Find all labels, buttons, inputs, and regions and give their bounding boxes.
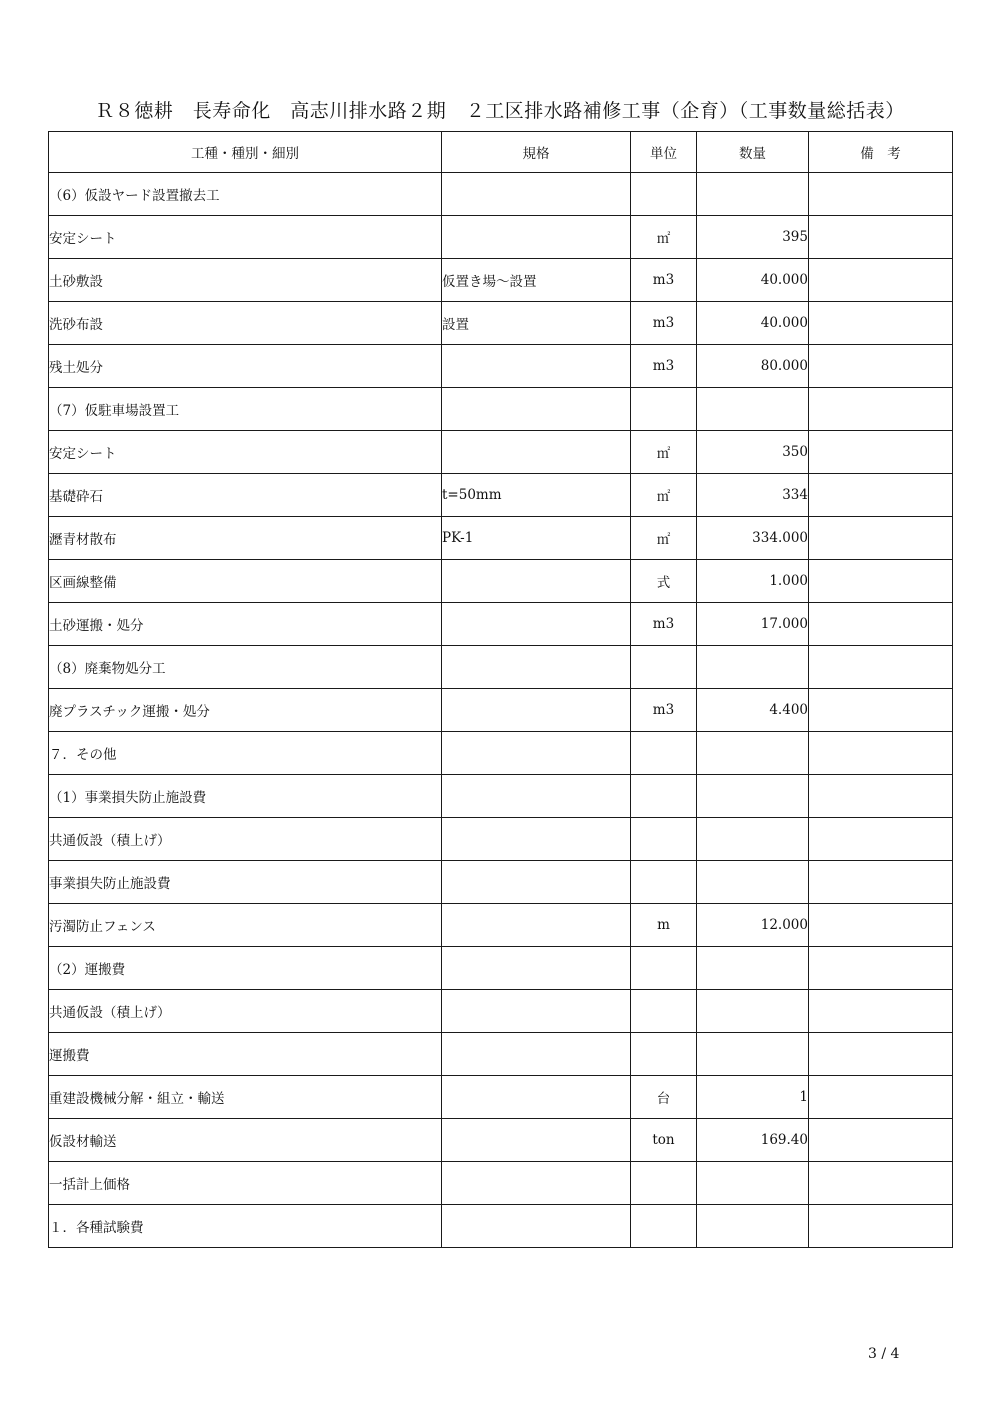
table-row bbox=[49, 259, 953, 302]
cell-item-name: 運搬費 bbox=[49, 1033, 442, 1076]
quantity-summary-table bbox=[48, 131, 953, 1248]
cell-remarks bbox=[809, 431, 953, 474]
cell-unit bbox=[631, 861, 697, 904]
table-row bbox=[49, 603, 953, 646]
cell-remarks bbox=[809, 818, 953, 861]
cell-item-name: （2）運搬費 bbox=[49, 947, 442, 990]
cell-unit bbox=[631, 1033, 697, 1076]
cell-item-name: 残土処分 bbox=[49, 345, 442, 388]
cell-unit: m3 bbox=[631, 345, 697, 388]
header-spec: 規格 bbox=[442, 132, 631, 173]
cell-spec bbox=[442, 947, 631, 990]
cell-item-name: １．各種試験費 bbox=[49, 1205, 442, 1248]
cell-remarks bbox=[809, 173, 953, 216]
cell-item-name: （1）事業損失防止施設費 bbox=[49, 775, 442, 818]
cell-quantity: 4.400 bbox=[697, 689, 809, 732]
cell-remarks bbox=[809, 1033, 953, 1076]
header-item-name: 工種・種別・細別 bbox=[49, 132, 442, 173]
cell-quantity bbox=[697, 646, 809, 689]
cell-spec bbox=[442, 1119, 631, 1162]
table-row bbox=[49, 947, 953, 990]
cell-quantity bbox=[697, 1033, 809, 1076]
cell-unit: m3 bbox=[631, 689, 697, 732]
table-row bbox=[49, 216, 953, 259]
cell-spec bbox=[442, 1033, 631, 1076]
cell-spec bbox=[442, 345, 631, 388]
table-row bbox=[49, 1033, 953, 1076]
cell-unit: m bbox=[631, 904, 697, 947]
cell-quantity: 17.000 bbox=[697, 603, 809, 646]
cell-item-name: 廃プラスチック運搬・処分 bbox=[49, 689, 442, 732]
cell-unit: m3 bbox=[631, 259, 697, 302]
cell-unit: ton bbox=[631, 1119, 697, 1162]
table-row bbox=[49, 861, 953, 904]
cell-quantity bbox=[697, 1162, 809, 1205]
cell-quantity: 40.000 bbox=[697, 259, 809, 302]
cell-unit: ㎡ bbox=[631, 517, 697, 560]
header-remarks: 備 考 bbox=[809, 132, 953, 173]
cell-remarks bbox=[809, 861, 953, 904]
cell-spec bbox=[442, 388, 631, 431]
cell-quantity: 80.000 bbox=[697, 345, 809, 388]
cell-item-name: 事業損失防止施設費 bbox=[49, 861, 442, 904]
cell-remarks bbox=[809, 1119, 953, 1162]
cell-spec bbox=[442, 431, 631, 474]
cell-item-name: 重建設機械分解・組立・輸送 bbox=[49, 1076, 442, 1119]
cell-unit bbox=[631, 388, 697, 431]
cell-spec bbox=[442, 775, 631, 818]
cell-remarks bbox=[809, 904, 953, 947]
cell-unit: m3 bbox=[631, 603, 697, 646]
cell-item-name: （7）仮駐車場設置工 bbox=[49, 388, 442, 431]
cell-remarks bbox=[809, 560, 953, 603]
cell-item-name: 共通仮設（積上げ） bbox=[49, 818, 442, 861]
cell-item-name: （6）仮設ヤード設置撤去工 bbox=[49, 173, 442, 216]
table-row bbox=[49, 689, 953, 732]
cell-unit bbox=[631, 818, 697, 861]
cell-remarks bbox=[809, 216, 953, 259]
cell-spec bbox=[442, 646, 631, 689]
cell-quantity: 1.000 bbox=[697, 560, 809, 603]
table-row bbox=[49, 1076, 953, 1119]
cell-unit: 台 bbox=[631, 1076, 697, 1119]
cell-quantity bbox=[697, 861, 809, 904]
table-row bbox=[49, 990, 953, 1033]
cell-remarks bbox=[809, 474, 953, 517]
cell-remarks bbox=[809, 345, 953, 388]
cell-item-name: 共通仮設（積上げ） bbox=[49, 990, 442, 1033]
cell-spec bbox=[442, 904, 631, 947]
table-header-row bbox=[49, 132, 953, 173]
cell-remarks bbox=[809, 1205, 953, 1248]
cell-spec bbox=[442, 732, 631, 775]
cell-unit bbox=[631, 173, 697, 216]
cell-item-name: 一括計上価格 bbox=[49, 1162, 442, 1205]
cell-item-name: 仮設材輸送 bbox=[49, 1119, 442, 1162]
cell-quantity: 395 bbox=[697, 216, 809, 259]
table-row bbox=[49, 474, 953, 517]
header-quantity: 数量 bbox=[697, 132, 809, 173]
cell-remarks bbox=[809, 302, 953, 345]
cell-spec: PK-1 bbox=[442, 517, 631, 560]
table-row bbox=[49, 173, 953, 216]
cell-quantity bbox=[697, 947, 809, 990]
cell-item-name: 土砂敷設 bbox=[49, 259, 442, 302]
header-unit: 単位 bbox=[631, 132, 697, 173]
cell-remarks bbox=[809, 732, 953, 775]
table-row bbox=[49, 302, 953, 345]
cell-quantity bbox=[697, 732, 809, 775]
cell-item-name: 洗砂布設 bbox=[49, 302, 442, 345]
table-row bbox=[49, 1119, 953, 1162]
cell-item-name: 区画線整備 bbox=[49, 560, 442, 603]
cell-spec bbox=[442, 216, 631, 259]
table-row bbox=[49, 1205, 953, 1248]
cell-unit bbox=[631, 1162, 697, 1205]
table-row bbox=[49, 388, 953, 431]
cell-spec bbox=[442, 861, 631, 904]
cell-spec bbox=[442, 689, 631, 732]
cell-unit: m3 bbox=[631, 302, 697, 345]
table-row bbox=[49, 560, 953, 603]
table-body bbox=[49, 173, 953, 1248]
cell-unit bbox=[631, 732, 697, 775]
cell-remarks bbox=[809, 990, 953, 1033]
table-row bbox=[49, 732, 953, 775]
cell-quantity: 334 bbox=[697, 474, 809, 517]
cell-remarks bbox=[809, 517, 953, 560]
cell-spec bbox=[442, 1076, 631, 1119]
cell-remarks bbox=[809, 603, 953, 646]
cell-quantity bbox=[697, 1205, 809, 1248]
cell-spec bbox=[442, 990, 631, 1033]
cell-spec bbox=[442, 603, 631, 646]
cell-spec: 仮置き場～設置 bbox=[442, 259, 631, 302]
page-number: 3 / 4 bbox=[868, 1346, 900, 1362]
cell-quantity: 350 bbox=[697, 431, 809, 474]
cell-spec bbox=[442, 1162, 631, 1205]
cell-item-name: 土砂運搬・処分 bbox=[49, 603, 442, 646]
cell-item-name: （8）廃棄物処分工 bbox=[49, 646, 442, 689]
table-row bbox=[49, 517, 953, 560]
table-row bbox=[49, 646, 953, 689]
cell-quantity bbox=[697, 818, 809, 861]
table-row bbox=[49, 431, 953, 474]
cell-quantity: 169.40 bbox=[697, 1119, 809, 1162]
cell-quantity: 1 bbox=[697, 1076, 809, 1119]
cell-item-name: 安定シート bbox=[49, 431, 442, 474]
cell-unit bbox=[631, 1205, 697, 1248]
table-row bbox=[49, 1162, 953, 1205]
cell-spec bbox=[442, 818, 631, 861]
cell-quantity bbox=[697, 775, 809, 818]
cell-remarks bbox=[809, 1076, 953, 1119]
cell-remarks bbox=[809, 947, 953, 990]
cell-remarks bbox=[809, 689, 953, 732]
cell-quantity: 40.000 bbox=[697, 302, 809, 345]
cell-item-name: 汚濁防止フェンス bbox=[49, 904, 442, 947]
cell-spec bbox=[442, 560, 631, 603]
cell-spec: 設置 bbox=[442, 302, 631, 345]
cell-item-name: 基礎砕石 bbox=[49, 474, 442, 517]
cell-remarks bbox=[809, 775, 953, 818]
cell-unit bbox=[631, 947, 697, 990]
table-row bbox=[49, 775, 953, 818]
cell-spec bbox=[442, 173, 631, 216]
cell-item-name: 安定シート bbox=[49, 216, 442, 259]
cell-unit: 式 bbox=[631, 560, 697, 603]
cell-item-name: ７．その他 bbox=[49, 732, 442, 775]
document-title: Ｒ８徳耕 長寿命化 高志川排水路２期 ２工区排水路補修工事（企育）（工事数量総括表） bbox=[95, 100, 905, 122]
table-row bbox=[49, 818, 953, 861]
cell-unit bbox=[631, 775, 697, 818]
cell-spec bbox=[442, 1205, 631, 1248]
cell-unit: ㎡ bbox=[631, 216, 697, 259]
cell-unit: ㎡ bbox=[631, 474, 697, 517]
cell-quantity bbox=[697, 173, 809, 216]
cell-quantity bbox=[697, 388, 809, 431]
table-row bbox=[49, 904, 953, 947]
cell-spec: t=50mm bbox=[442, 474, 631, 517]
cell-remarks bbox=[809, 1162, 953, 1205]
cell-item-name: 瀝青材散布 bbox=[49, 517, 442, 560]
cell-unit: ㎡ bbox=[631, 431, 697, 474]
cell-remarks bbox=[809, 259, 953, 302]
cell-quantity: 334.000 bbox=[697, 517, 809, 560]
cell-unit bbox=[631, 990, 697, 1033]
cell-remarks bbox=[809, 646, 953, 689]
cell-quantity bbox=[697, 990, 809, 1033]
cell-remarks bbox=[809, 388, 953, 431]
table-row bbox=[49, 345, 953, 388]
cell-quantity: 12.000 bbox=[697, 904, 809, 947]
cell-unit bbox=[631, 646, 697, 689]
